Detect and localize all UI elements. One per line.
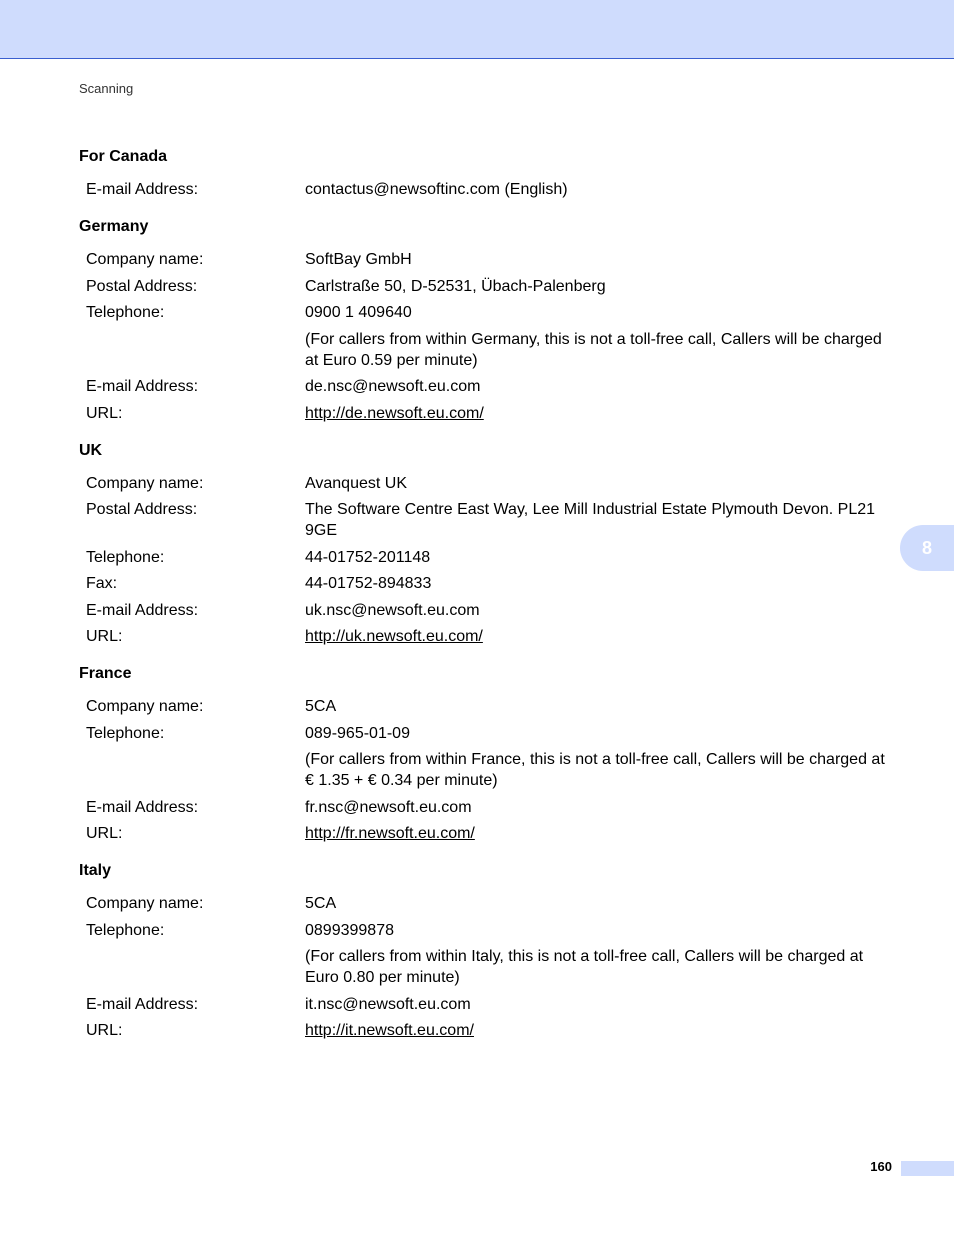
contact-row [79, 329, 899, 371]
section-italy [79, 861, 899, 1041]
field-value [305, 823, 895, 844]
field-value: 089-965-01-09 [305, 724, 410, 742]
contact-row [79, 749, 899, 791]
contact-row [79, 946, 899, 988]
field-value: The Software Centre East Way, Lee Mill Industrial Estate Plymouth Devon. PL21 9GE [305, 501, 876, 539]
field-label: URL: [86, 1022, 123, 1039]
section-germany [79, 217, 899, 424]
section-title: For Canada [79, 148, 168, 165]
contact-row [79, 403, 899, 424]
field-value: contactus@newsoftinc.com (English) [305, 181, 568, 198]
field-value: uk.nsc@newsoft.eu.com [305, 601, 480, 619]
document-body [79, 147, 899, 1058]
field-value: it.nsc@newsoft.eu.com [305, 995, 471, 1013]
field-label: E-mail Address: [86, 995, 199, 1013]
contact-row [79, 797, 899, 818]
contact-row [79, 249, 899, 270]
contact-row [79, 696, 899, 717]
field-label: Telephone: [86, 548, 165, 566]
contact-row [79, 920, 899, 941]
running-head: Scanning [79, 81, 134, 96]
chapter-tab [900, 525, 954, 571]
field-value: (For callers from within Germany, this is not a toll-free call, Callers will be charged at Euro 0.59 per minute) [305, 330, 882, 369]
field-label [79, 749, 305, 791]
chapter-number: 8 [921, 537, 932, 558]
page-number-bar [901, 1161, 954, 1176]
section-title: France [79, 665, 132, 682]
page-number: 160 [870, 1159, 892, 1174]
field-value: 5CA [305, 895, 337, 912]
contact-row [79, 600, 899, 621]
contact-row [79, 302, 899, 323]
contact-row [79, 994, 899, 1015]
field-value: 0900 1 409640 [305, 304, 412, 321]
field-value: 44-01752-894833 [305, 575, 432, 592]
field-value: (For callers from within Italy, this is not a toll-free call, Callers will be charged at Euro 0.80 per minute) [305, 948, 864, 986]
section-for-canada [79, 147, 899, 200]
field-label: E-mail Address: [86, 601, 199, 619]
field-label: Telephone: [86, 304, 165, 321]
field-label: Postal Address: [86, 277, 198, 295]
field-label: Fax: [86, 575, 118, 592]
field-label: Company name: [86, 895, 204, 912]
field-label [79, 329, 305, 371]
section-title: Germany [79, 218, 149, 235]
field-value: Avanquest UK [305, 474, 407, 492]
field-value: fr.nsc@newsoft.eu.com [305, 798, 472, 816]
section-uk [79, 441, 899, 648]
contact-row [79, 547, 899, 568]
url-link[interactable]: http://uk.newsoft.eu.com/ [305, 628, 483, 645]
contact-row [79, 723, 899, 744]
field-value: de.nsc@newsoft.eu.com [305, 378, 481, 395]
field-value [305, 403, 895, 424]
field-label [79, 946, 305, 988]
contact-row [79, 179, 899, 200]
contact-row [79, 276, 899, 297]
field-value: 44-01752-201148 [305, 548, 431, 566]
url-link[interactable]: http://de.newsoft.eu.com/ [305, 404, 484, 422]
field-label: Company name: [86, 698, 204, 715]
field-label: E-mail Address: [86, 181, 199, 198]
field-label: Company name: [86, 474, 204, 492]
contact-row [79, 376, 899, 397]
field-label: URL: [86, 404, 123, 422]
contact-row [79, 473, 899, 494]
section-title: UK [79, 441, 103, 459]
field-value [305, 1020, 895, 1041]
url-link[interactable]: http://fr.newsoft.eu.com/ [305, 825, 475, 842]
field-value: Carlstraße 50, D-52531, Übach-Palenberg [305, 277, 606, 295]
header-band [0, 0, 954, 59]
field-value: SoftBay GmbH [305, 251, 412, 268]
contact-row [79, 823, 899, 844]
contact-row [79, 626, 899, 647]
url-link[interactable]: http://it.newsoft.eu.com/ [305, 1022, 474, 1039]
field-value: 0899399878 [305, 921, 394, 939]
field-label: Telephone: [86, 921, 165, 939]
field-label: URL: [86, 825, 123, 842]
field-label: Company name: [86, 251, 204, 268]
contact-row [79, 893, 899, 914]
field-value [305, 626, 895, 647]
field-label: Telephone: [86, 724, 165, 742]
contact-row [79, 573, 899, 594]
section-title: Italy [79, 862, 112, 879]
field-label: E-mail Address: [86, 378, 199, 395]
contact-row [79, 1020, 899, 1041]
field-label: Postal Address: [86, 501, 198, 518]
field-label: URL: [86, 628, 123, 645]
section-france [79, 664, 899, 844]
field-label: E-mail Address: [86, 798, 199, 816]
field-value: (For callers from within France, this is not a toll-free call, Callers will be charged at € 1.35 + € 0.34 per minute) [305, 751, 885, 789]
field-value: 5CA [305, 698, 337, 715]
contact-row [79, 499, 899, 541]
